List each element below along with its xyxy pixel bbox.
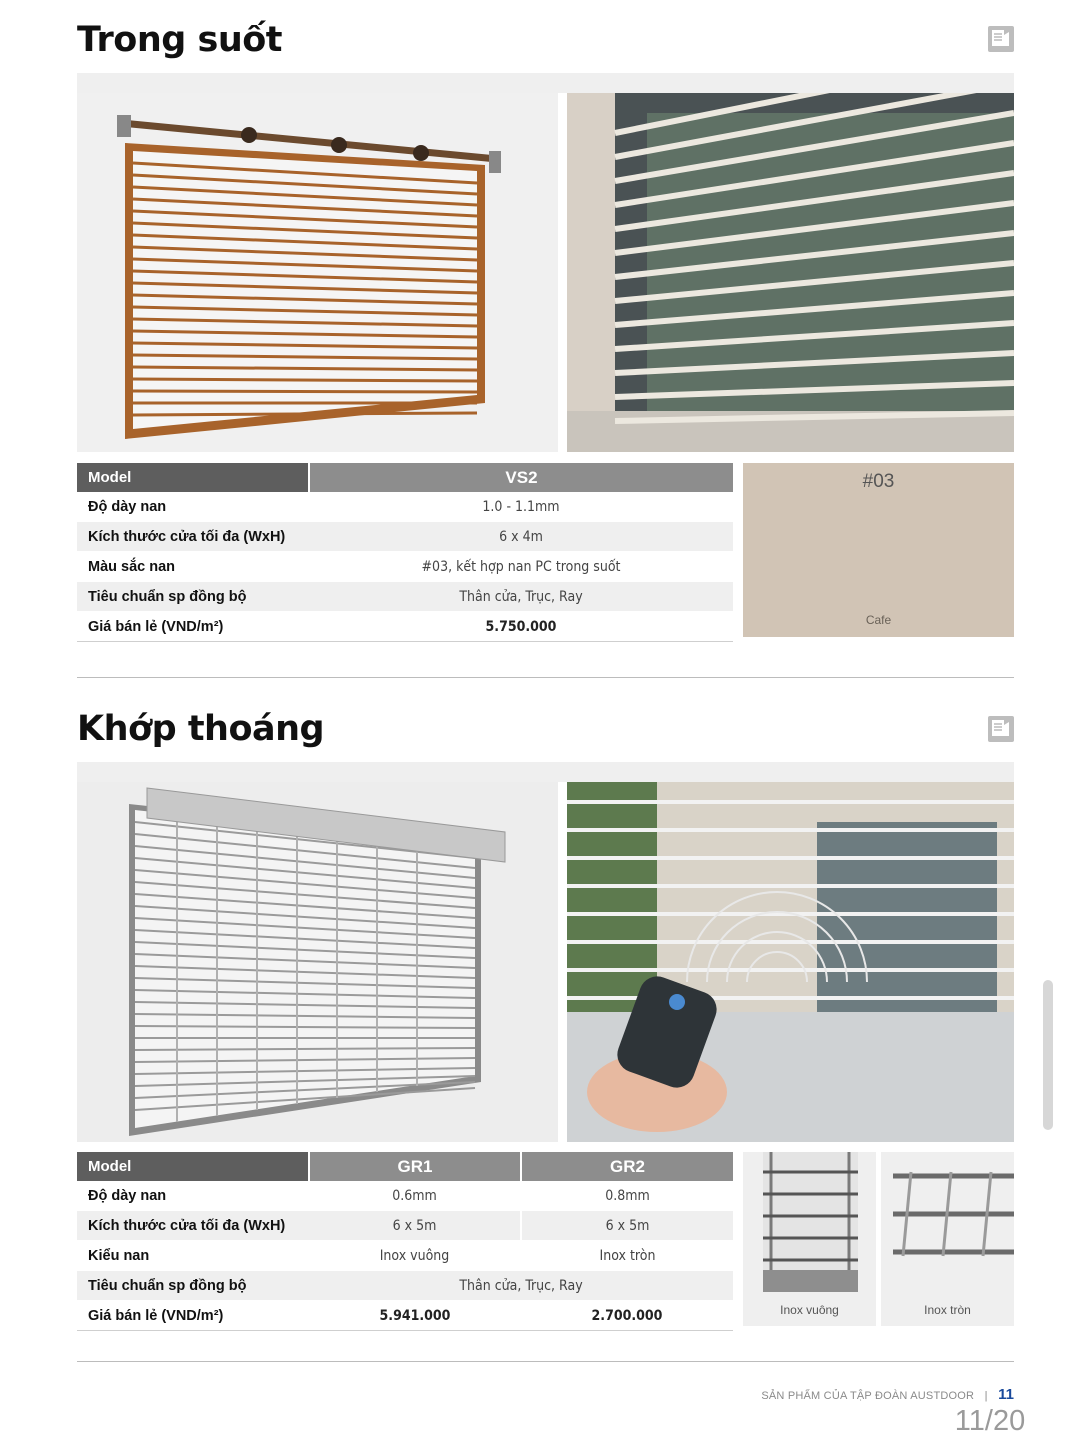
row-label: Tiêu chuẩn sp đồng bộ — [77, 582, 309, 612]
product-image-transparent — [77, 93, 558, 452]
row-value: 6 x 5m — [521, 1211, 733, 1241]
row-label: Kích thước cửa tối đa (WxH) — [77, 1211, 309, 1241]
section1-band — [77, 73, 1014, 93]
footer-brand: SẢN PHẨM CỦA TẬP ĐOÀN AUSTDOOR — [761, 1390, 975, 1402]
page-counter: 11/20 — [954, 1405, 1026, 1437]
footer-separator: | — [984, 1390, 988, 1402]
row-label: Giá bán lẻ (VND/m²) — [77, 1301, 309, 1331]
row-price: 2.700.000 — [521, 1301, 733, 1331]
row-value: #03, kết hợp nan PC trong suốt — [309, 552, 733, 582]
row-value: 6 x 4m — [309, 522, 733, 552]
page-footer — [700, 1386, 1014, 1404]
thumb-caption: Inox vuông — [780, 1303, 839, 1317]
swatch-code: #03 — [862, 471, 895, 492]
swatch-name: Cafe — [865, 613, 892, 627]
thumb-caption: Inox tròn — [924, 1303, 971, 1317]
row-price: 5.941.000 — [309, 1301, 521, 1331]
row-value: Thân cửa, Trục, Ray — [309, 582, 733, 612]
thumb-square-bar — [743, 1152, 876, 1326]
scrollbar-thumb[interactable] — [1043, 980, 1053, 1130]
page-number: 11 — [998, 1386, 1014, 1403]
table-header-label: Model — [77, 1152, 309, 1181]
row-label: Giá bán lẻ (VND/m²) — [77, 612, 309, 642]
spec-table-grille — [77, 1152, 733, 1331]
color-swatch-cafe — [743, 463, 1014, 637]
section1-title: Trong suốt — [77, 20, 283, 60]
section-divider — [77, 677, 1014, 678]
row-value: Thân cửa, Trục, Ray — [309, 1271, 733, 1301]
document-icon[interactable] — [988, 716, 1014, 742]
row-value: Inox tròn — [521, 1241, 733, 1271]
installation-photo-transparent — [567, 93, 1014, 452]
document-icon[interactable] — [988, 26, 1014, 52]
section2-title: Khớp thoáng — [77, 709, 325, 749]
row-label: Kích thước cửa tối đa (WxH) — [77, 522, 309, 552]
row-label: Độ dày nan — [77, 1181, 309, 1211]
row-value: Inox vuông — [309, 1241, 521, 1271]
row-label: Màu sắc nan — [77, 552, 309, 582]
thumb-round-bar — [881, 1152, 1014, 1326]
row-value: 6 x 5m — [309, 1211, 521, 1241]
table-header-label: Model — [77, 463, 309, 492]
section2-band — [77, 762, 1014, 782]
row-label: Kiểu nan — [77, 1241, 309, 1271]
row-value: 0.6mm — [309, 1181, 521, 1211]
model-gr1: GR1 — [309, 1152, 521, 1181]
section-divider — [77, 1361, 1014, 1362]
model-gr2: GR2 — [521, 1152, 733, 1181]
spec-table-transparent — [77, 463, 733, 642]
row-value: 1.0 - 1.1mm — [309, 492, 733, 522]
row-label: Độ dày nan — [77, 492, 309, 522]
installation-photo-grille — [567, 782, 1014, 1142]
product-image-grille — [77, 782, 558, 1142]
model-vs2: VS2 — [309, 463, 733, 492]
row-price: 5.750.000 — [309, 612, 733, 642]
row-label: Tiêu chuẩn sp đồng bộ — [77, 1271, 309, 1301]
row-value: 0.8mm — [521, 1181, 733, 1211]
